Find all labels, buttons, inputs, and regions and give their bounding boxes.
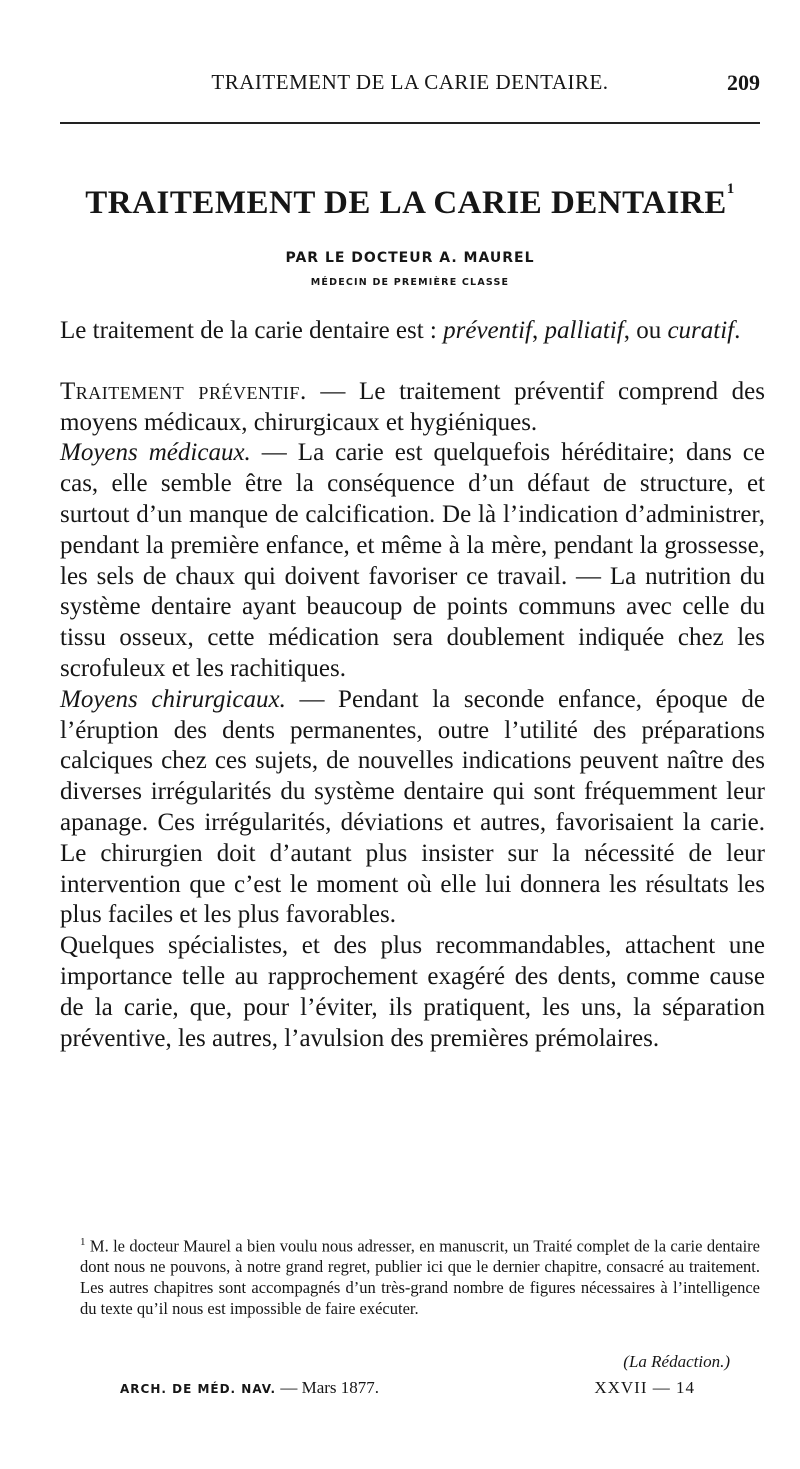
footer-journal-info bbox=[120, 1378, 379, 1398]
footnote-text: M. le docteur Maurel a bien voulu nous adresser, en manuscrit, un Traité complet de la carie dentaire dont nous ne pouvons, à notre grand regret, publier ici que le dernier chapitre, consacré au traitement. Les autres chapitres sont accompagnés d’un très-grand nombre de figures nécessaires à l’intelligence du texte qu’il nous est impossible de faire exécuter. bbox=[80, 1236, 760, 1318]
title-footnote-marker[interactable]: 1 bbox=[726, 181, 735, 197]
header-rule bbox=[60, 122, 760, 124]
article-title-text: TRAITEMENT DE LA CARIE DENTAIRE bbox=[85, 185, 727, 221]
author-line: PAR LE DOCTEUR A. MAUREL bbox=[285, 250, 535, 266]
paragraph-moyens-medicaux bbox=[60, 438, 765, 684]
journal-abbrev: ARCH. DE MÉD. NAV. bbox=[120, 1382, 277, 1396]
paragraph-specialistes: Quelques spécialistes, et des plus recommandables, attachent une importance telle au rapprochement exagéré des dents, comme cause de la carie, que, pour l’éviter, ils pratiquent, les uns, la séparation préventive, les autres, l’avulsion des premières prémolaires. bbox=[60, 932, 765, 1052]
intro-paragraph bbox=[60, 316, 765, 347]
article-title bbox=[60, 181, 760, 222]
paragraph-moyens-chirurgicaux bbox=[60, 685, 765, 931]
paragraph-text: — La carie est quelquefois héréditaire; dans ce cas, elle semble être la conséquence d’un défaut de structure, et surtout d’un manque de calcification. De là l’indication d’administrer, pendant la première enfance, et même à la mère, pendant la grossesse, les sels de chaux qui doivent favoriser ce travail. — La nutrition du système dentaire ayant beaucoup de points communs avec celle du tissu osseux, cette médication sera doublement indiquée chez les scrofuleux et les rachitiques. bbox=[60, 439, 765, 682]
intro-term-palliatif: palliatif bbox=[544, 317, 624, 344]
intro-term-preventif: préventif bbox=[443, 317, 532, 344]
running-title: TRAITEMENT DE LA CARIE DENTAIRE. bbox=[211, 70, 609, 94]
signature-mark: XXVII — 14 bbox=[594, 1378, 695, 1397]
footnote bbox=[80, 1232, 760, 1320]
intro-end: . bbox=[734, 317, 741, 344]
paragraph-text: — Le traitement préventif comprend des moyens médicaux, chirurgicaux et hygiéniques. bbox=[60, 377, 766, 436]
page-footer bbox=[120, 1378, 695, 1402]
author-credential: MÉDECIN DE PREMIÈRE CLASSE bbox=[310, 277, 510, 288]
intro-sep: , ou bbox=[623, 317, 668, 344]
article-body bbox=[60, 316, 765, 1054]
intro-sep: , bbox=[532, 317, 545, 344]
paragraph-text: — Pendant la seconde enfance, époque de l’éruption des dents permanentes, outre l’utilité des préparations calciques chez ces sujets, de nouvelles indications peuvent naître des diverses irrégularités du système dentaire qui sont fréquemment leur apanage. Ces irrégularités, déviations et autres, favorisaient la carie. Le chirurgien doit d’autant plus insister sur la nécessité de leur intervention que c’est le moment où elle lui donnera les résultats les plus faciles et les plus favorables. bbox=[60, 685, 765, 929]
footnote-marker: 1 bbox=[80, 1236, 86, 1248]
subsection-heading: Moyens médicaux. bbox=[60, 439, 251, 467]
section-heading: Traitement préventif. bbox=[60, 377, 307, 405]
intro-text: Le traitement de la carie dentaire est : bbox=[60, 317, 444, 344]
paragraph-traitement-preventif bbox=[60, 377, 765, 439]
page-number: 209 bbox=[727, 70, 760, 95]
intro-term-curatif: curatif bbox=[667, 317, 735, 344]
subsection-heading: Moyens chirurgicaux. bbox=[60, 685, 286, 713]
footnote-signature: (La Rédaction.) bbox=[623, 1352, 730, 1371]
running-head bbox=[60, 70, 760, 100]
journal-date: — Mars 1877. bbox=[276, 1378, 380, 1397]
